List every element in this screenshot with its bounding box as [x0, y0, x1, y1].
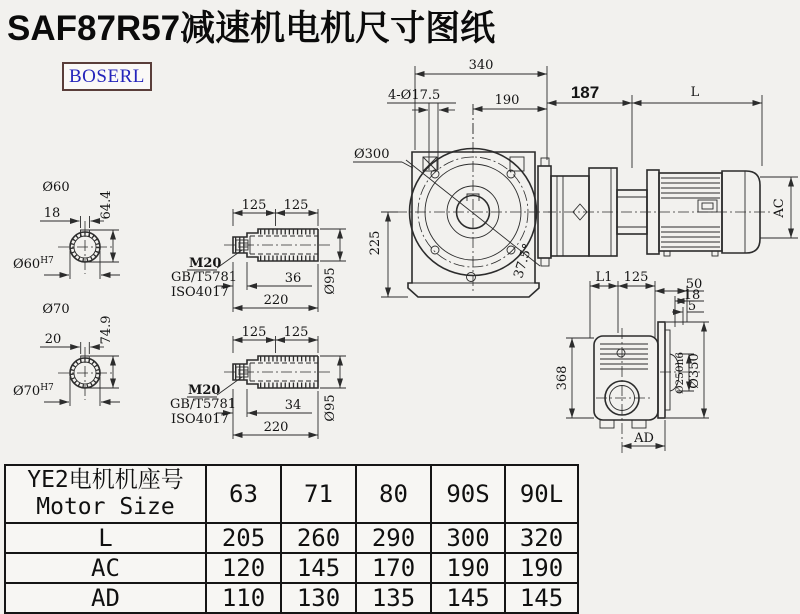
row-label-AC: AC — [5, 553, 206, 583]
label-dia60: Ø60 — [42, 180, 70, 195]
table-row-AC — [5, 553, 578, 583]
dim-18: 18 — [683, 288, 701, 303]
dim-74-9: 74.9 — [99, 315, 114, 345]
label-h1-std1: GB/T5781 — [171, 270, 238, 285]
label-h2-thread: M20 — [188, 383, 221, 398]
gearbox-side-view — [555, 270, 709, 453]
dim-h1-len: 220 — [263, 293, 289, 308]
dim-h1-125a: 125 — [241, 198, 267, 213]
dim-h1-125b: 125 — [283, 198, 309, 213]
dim-340: 340 — [468, 58, 494, 73]
dim-64-4: 64.4 — [99, 190, 114, 220]
row-label-L: L — [5, 523, 206, 553]
dim-fit60: $Ø60^{H7}$ — [13, 256, 54, 272]
dim-187: 187 — [570, 83, 600, 102]
cell-L-63: 205 — [206, 523, 281, 553]
dim-h2-125a: 125 — [241, 325, 267, 340]
dim-h1-dia: Ø95 — [323, 267, 338, 295]
cell-AD-71: 130 — [281, 583, 356, 613]
dim-L: L — [690, 85, 700, 100]
hollow-shaft-upper-labels — [171, 198, 338, 308]
front-view — [396, 104, 552, 297]
col-size-90S: 90S — [431, 465, 505, 523]
dim-side-125: 125 — [623, 270, 649, 285]
cell-L-80: 290 — [356, 523, 431, 553]
page-title: SAF87R57减速机电机尺寸图纸 — [7, 9, 496, 48]
cell-AC-90S: 190 — [431, 553, 505, 583]
row-label-AD: AD — [5, 583, 206, 613]
col-size-71: 71 — [281, 465, 356, 523]
label-h2-std1: GB/T5781 — [170, 397, 237, 412]
dim-190: 190 — [494, 93, 520, 108]
cell-AC-90L: 190 — [505, 553, 578, 583]
header-motor-size-en: Motor Size — [36, 494, 175, 520]
cell-L-90L: 320 — [505, 523, 578, 553]
label-h1-std2: ISO4017 — [171, 285, 229, 300]
col-size-63: 63 — [206, 465, 281, 523]
dim-h2-125b: 125 — [283, 325, 309, 340]
dim-flange-dia: Ø300 — [354, 147, 390, 162]
dim-350: Ø350 — [687, 353, 702, 389]
dim-key18: 18 — [43, 206, 61, 221]
dim-h2-dia: Ø95 — [323, 394, 338, 422]
motor-size-table — [4, 464, 579, 614]
table-header-row — [5, 465, 578, 523]
dim-AD: AD — [634, 431, 654, 446]
cell-AD-90L: 145 — [505, 583, 578, 613]
cell-AD-80: 135 — [356, 583, 431, 613]
cell-AC-80: 170 — [356, 553, 431, 583]
dim-AC: AC — [772, 198, 787, 218]
dim-key20: 20 — [44, 332, 62, 347]
dim-angle: 37.5° — [511, 241, 537, 281]
cell-L-90S: 300 — [431, 523, 505, 553]
shaft-section-70 — [13, 302, 120, 406]
table-row-L — [5, 523, 578, 553]
cell-AD-63: 110 — [206, 583, 281, 613]
cell-AC-63: 120 — [206, 553, 281, 583]
label-dia70: Ø70 — [42, 302, 70, 317]
shaft-section-60 — [13, 180, 120, 279]
dim-h2-depth: 34 — [284, 398, 302, 413]
motor-assembly-view — [538, 158, 772, 266]
dim-250: Ø250h6 — [674, 351, 686, 395]
dim-225: 225 — [368, 230, 383, 256]
label-h2-std2: ISO4017 — [171, 412, 229, 427]
motor-fins — [661, 178, 720, 247]
header-motor-size-cn: YE2电机机座号 — [27, 466, 184, 493]
hollow-shaft-lower-labels — [170, 325, 338, 435]
dim-h1-depth: 36 — [284, 271, 302, 286]
dim-bolt-holes: 4-Ø17.5 — [388, 88, 441, 103]
brand-logo: BOSERL — [62, 62, 152, 91]
col-size-90L: 90L — [505, 465, 578, 523]
header-motor-size — [5, 465, 206, 523]
label-h1-thread: M20 — [189, 256, 222, 271]
col-size-80: 80 — [356, 465, 431, 523]
cell-AD-90S: 145 — [431, 583, 505, 613]
dim-fit70: $Ø70^{H7}$ — [13, 383, 54, 399]
cell-L-71: 260 — [281, 523, 356, 553]
dim-368: 368 — [555, 365, 570, 391]
dim-5: 5 — [687, 299, 697, 314]
cell-AC-71: 145 — [281, 553, 356, 583]
dim-L1: L1 — [595, 270, 613, 285]
dim-h2-len: 220 — [263, 420, 289, 435]
dim-50: 50 — [685, 277, 703, 292]
table-row-AD — [5, 583, 578, 613]
